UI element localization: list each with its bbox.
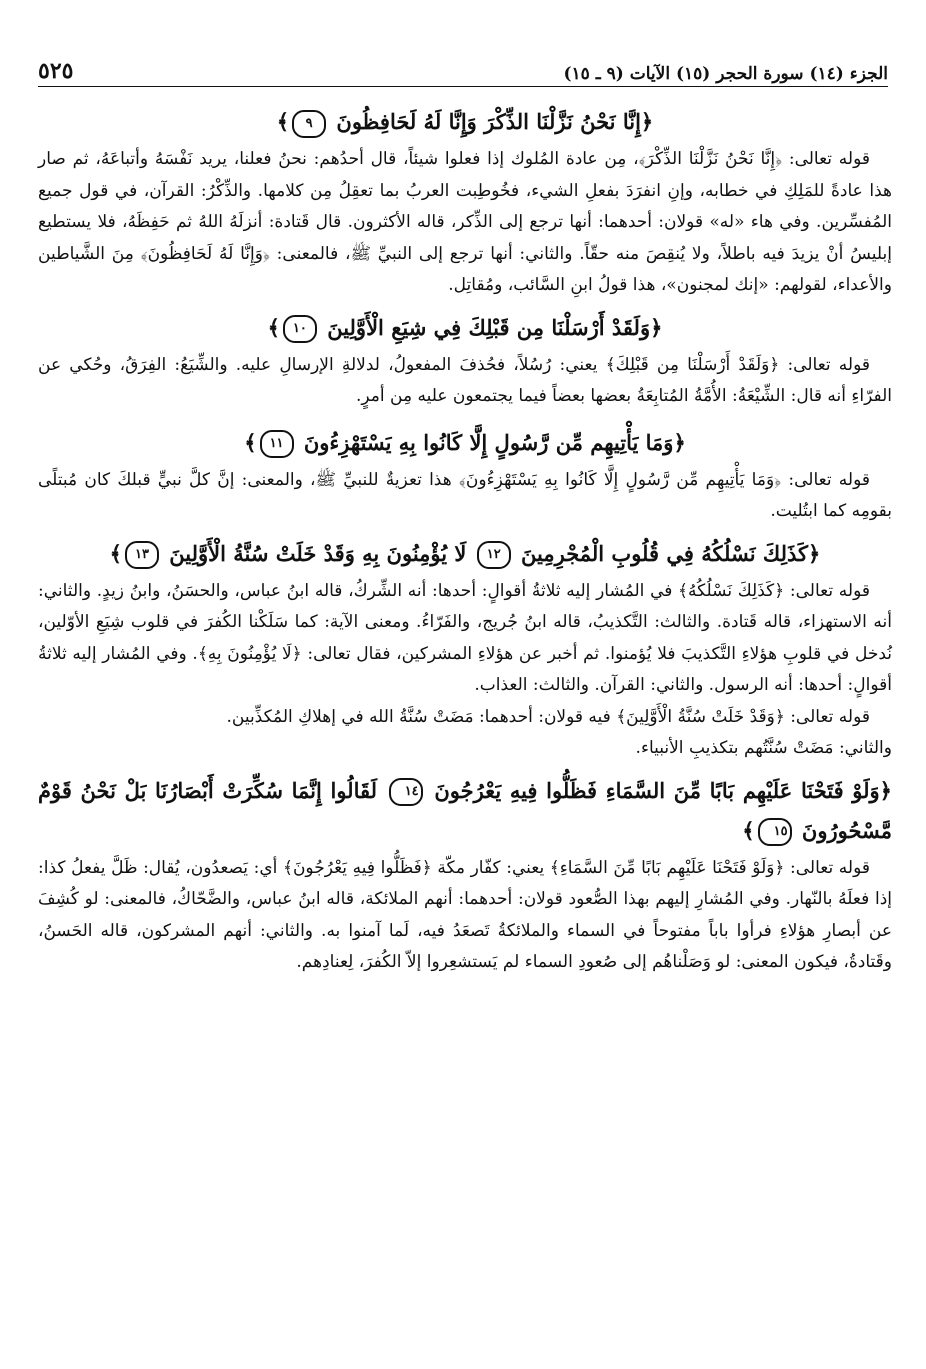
ayah-number-badge: ١٣: [125, 541, 159, 569]
ayah-number-badge: ١١: [260, 430, 294, 458]
commentary-paragraph: قوله تعالى: ﴿إِنَّا نَحْنُ نَزَّلْنَا الذِّكْرَ﴾، مِن عادة المُلوك إذا فعلوا شيئاً، قال أحدُهم: نحنُ فعلنا، يريد نَفْسَهُ وأتباعَهُ، ثم صار هذا عادةً للمَلِكِ في خطابه، وإنِ انفرَدَ بفعلِ الشيء، فخُوطِبت العربُ بما تعقِلُ مِن كلامها. والذِّكْرُ: القرآن، في قول جميع المُفسِّرين. وفي هاء «له» قولان: أحدهما: أنها ترجع إلى الذِّكر، قاله الأكثرون. قال قَتادة: أنزلَهُ اللهُ ثم حَفِظَهُ، فلا يستطيع إبليسُ أنْ يزيدَ فيه باطلاً، ولا يُنقِصَ منه حقّاً. والثاني: أنها ترجع إلى النبيِّ ﷺ، فالمعنى: ﴿وَإِنَّا لَهُ لَحَافِظُونَ﴾ مِنَ الشَّياطين والأعداء، لقولهم: «إنك لمجنون»، هذا قولُ ابنِ السَّائب، ومُقاتِل.: [38, 149, 892, 295]
ayah-number-badge: ١٥: [758, 818, 792, 846]
running-head: الجزء (١٤) سورة الحجر (١٥) الآيات (٩ ـ ١٥): [563, 64, 888, 84]
page-body: [38, 100, 892, 979]
verse-text: ﴿كَذَلِكَ نَسْلُكُهُ فِي قُلُوبِ الْمُجْرِمِينَ: [521, 540, 821, 566]
verse-14-15: [38, 771, 892, 851]
commentary-paragraph: قوله تعالى: ﴿وَمَا يَأْتِيهِم مِّن رَّسُولٍ إِلَّا كَانُوا بِهِ يَسْتَهْزِءُونَ﴾ هذا تعزيةٌ للنبيِّ ﷺ، والمعنى: إنَّ كلَّ نبيٍّ قبلكَ كان مُبتلًى بقومِه كما ابتُليت.: [38, 469, 892, 521]
commentary-paragraph: والثاني: مَضَتْ سُنَّتُهم بتكذيبِ الأنبياء.: [635, 738, 892, 758]
page-header: [38, 54, 888, 84]
verse-close-bracket: ﴾: [267, 314, 280, 340]
verse-10: [38, 308, 892, 348]
ayah-number-badge: ١٠: [283, 315, 317, 343]
verse-12-13: [38, 534, 892, 574]
header-rule: [38, 86, 888, 87]
verse-text: ﴿وَلَقَدْ أَرْسَلْنَا مِن قَبْلِكَ فِي شِيَعِ الْأَوَّلِينَ: [327, 314, 663, 340]
commentary-paragraph: قوله تعالى: ﴿وَلَقَدْ أَرْسَلْنَا مِن قَبْلِكَ﴾ يعني: رُسُلاً، فحُذفَ المفعولُ، لدلالةِ الإرسالِ عليه. والشِّيَعُ: الفِرَقُ، وحُكي عن الفرّاءِ أنه قال: الشِّيْعَةُ: الأُمَّةُ المُتابِعَةُ بعضها بعضاً فيما يجتمعون عليه مِن أمرٍ.: [38, 354, 892, 406]
ayah-number-badge: ١٤: [389, 778, 423, 806]
commentary-paragraph: قوله تعالى: ﴿كَذَلِكَ نَسْلُكُهُ﴾ في المُشار إليه ثلاثةُ أقوالٍ: أحدها: أنه الشِّركُ، قاله ابنُ عباس، والحسَنُ، وابنُ زيدٍ. والثاني: أنه الاستهزاء، قاله قَتادة. والثالث: التَّكذيبُ، قاله ابنُ جُريج، والفَرّاءُ. ومعنى الآية: كما سَلَكْنا الكُفرَ في قلوب شِيَعِ الأوّلين، نُدخل في قلوبِ هؤلاءِ التَّكذيبَ فلا يُؤمنوا. ثم أخبر عن هؤلاءِ المشركين، فقال تعالى: ﴿لَا يُؤْمِنُونَ بِهِ﴾. وفي المُشار إليه ثلاثةُ أقوالٍ: أحدها: أنه الرسول. والثاني: القرآن. والثالث: العذاب.: [38, 580, 892, 695]
page-number: ٥٢٥: [38, 58, 74, 84]
commentary-paragraph: قوله تعالى: ﴿وَلَوْ فَتَحْنَا عَلَيْهِم بَابًا مِّنَ السَّمَاءِ﴾ يعني: كفّار مكّة ﴿فَظَلُّوا فِيهِ يَعْرُجُونَ﴾ أي: يَصعدُون، يُقال: ظَلَّ يفعلُ كذا: إذا فعلَهُ بالنّهار. وفي المُشارِ إليهم بهذا الصُّعود قولان: أحدهما: أنهم الملائكة، قاله ابنُ عباس، والضَّحّاكُ، فالمعنى: لو كُشِفَ عن أبصارِ هؤلاءِ فرأوا باباً مفتوحاً في السماء والملائكةُ تَصعَدُ فيه، لَما آمنوا به. والثاني: أنهم المشركون، قاله الحَسنُ، وقَتادةُ، فيكون المعنى: لو وَصَلْناهُم إلى صُعودِ السماء لم يَستشعِروا إلاّ الكُفرَ، لِعنادِهم.: [38, 857, 892, 972]
ayah-number-badge: ١٢: [477, 541, 511, 569]
verse-text: ﴿وَلَوْ فَتَحْنَا عَلَيْهِم بَابًا مِّنَ السَّمَاءِ فَظَلُّوا فِيهِ يَعْرُجُونَ: [434, 777, 892, 803]
verse-9: [38, 102, 892, 142]
commentary-paragraph: قوله تعالى: ﴿وَقَدْ خَلَتْ سُنَّةُ الْأَوَّلِينَ﴾ فيه قولان: أحدهما: مَضَتْ سُنَّةُ الله في إهلاكِ المُكذِّبين.: [226, 706, 870, 727]
verse-text: ﴿وَمَا يَأْتِيهِم مِّن رَّسُولٍ إِلَّا كَانُوا بِهِ يَسْتَهْزِءُونَ: [303, 429, 686, 455]
verse-11: [38, 423, 892, 463]
verse-text: لَا يُؤْمِنُونَ بِهِ وَقَدْ خَلَتْ سُنَّةُ الْأَوَّلِينَ: [169, 540, 467, 566]
verse-close-bracket: ﴾: [109, 540, 122, 566]
verse-text: ﴿إِنَّا نَحْنُ نَزَّلْنَا الذِّكْرَ وَإِنَّا لَهُ لَحَافِظُونَ: [336, 109, 654, 134]
ayah-number-badge: ٩: [292, 110, 326, 138]
verse-text: لَقَالُوا إِنَّمَا سُكِّرَتْ أَبْصَارُنَا بَلْ نَحْنُ قَوْمٌ مَّسْحُورُونَ: [38, 777, 892, 843]
verse-close-bracket: ﴾: [244, 429, 257, 455]
verse-close-bracket: ﴾: [742, 817, 755, 843]
verse-close-bracket: ﴾: [276, 109, 290, 134]
